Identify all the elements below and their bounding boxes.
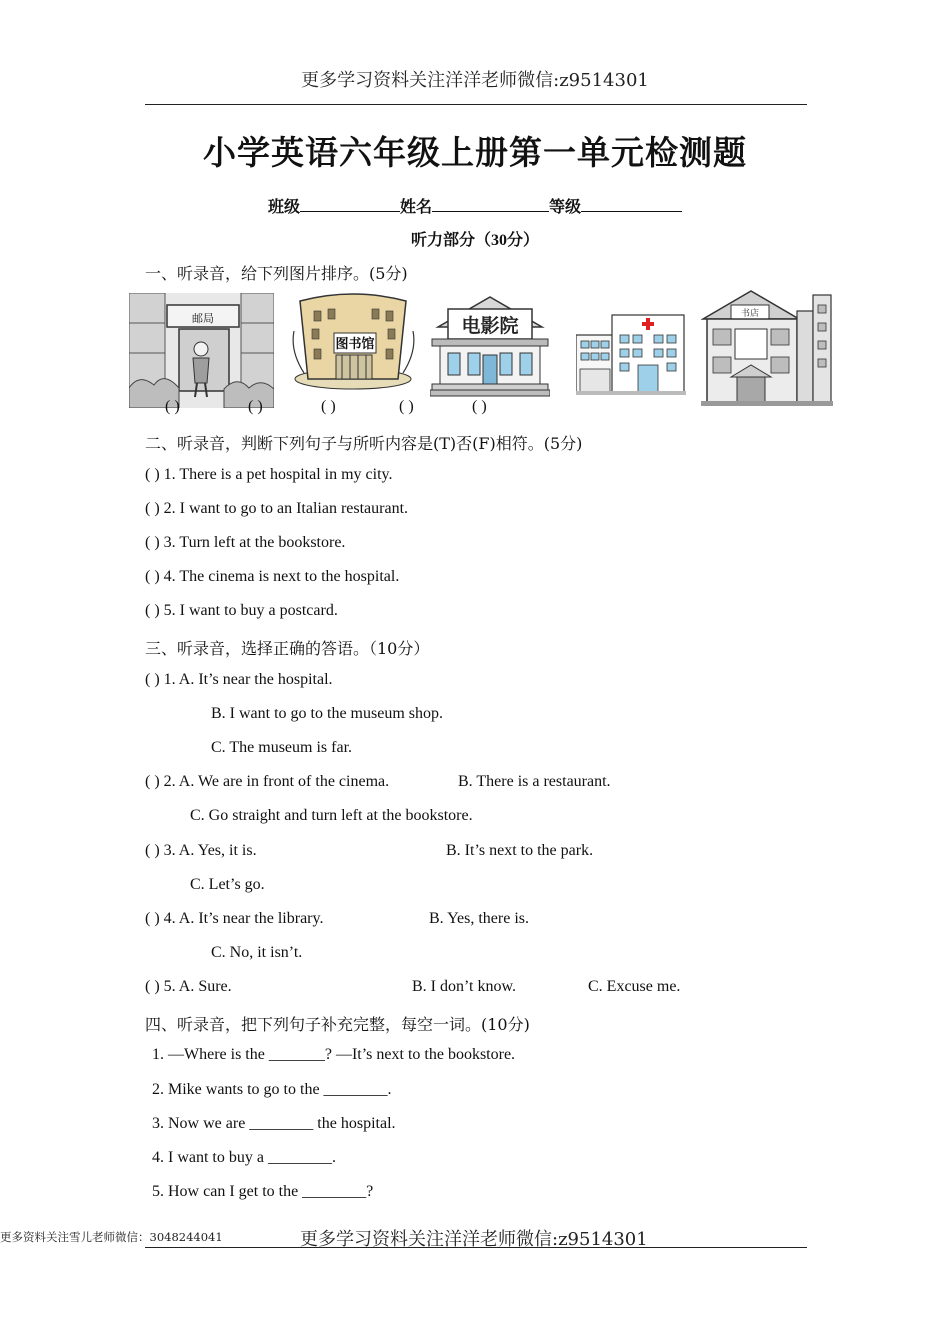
section3-q2-option-a: ( ) 2. A. We are in front of the cinema. <box>145 773 390 790</box>
grade-blank[interactable] <box>581 197 682 212</box>
grade-label: 等级 <box>549 199 582 216</box>
section2-heading: 二、听录音，判断下列句子与所听内容是(T)否(F)相符。(5分) <box>145 434 583 453</box>
class-label: 班级 <box>267 199 300 216</box>
post-office-picture <box>129 293 274 408</box>
page-title: 小学英语六年级上册第一单元检测题 <box>203 133 747 172</box>
section2-item-2: ( ) 2. I want to go to an Italian restaurant. <box>145 500 409 517</box>
section3-q1-option-c: C. The museum is far. <box>211 739 353 756</box>
section3-q1-option-a: ( ) 1. A. It’s near the hospital. <box>145 671 333 688</box>
picture1-answer-slot[interactable]: ( ) <box>165 398 180 415</box>
section4-item-5: 5. How can I get to the ________? <box>152 1183 374 1200</box>
hospital-picture <box>576 313 686 395</box>
name-blank[interactable] <box>432 197 549 212</box>
section3-q3-option-b: B. It’s next to the park. <box>446 842 594 859</box>
cinema-picture <box>430 295 550 401</box>
section4-heading: 四、听录音，把下列句子补充完整，每空一词。(10分) <box>145 1015 530 1034</box>
section2-item-5: ( ) 5. I want to buy a postcard. <box>145 602 338 619</box>
section2-item-4: ( ) 4. The cinema is next to the hospital. <box>145 568 400 585</box>
section3-q4-option-b: B. Yes, there is. <box>429 910 530 927</box>
footer-rule <box>145 1247 807 1248</box>
header-rule <box>145 104 807 105</box>
name-label: 姓名 <box>399 199 432 216</box>
class-blank[interactable] <box>300 197 400 212</box>
section3-q5-option-c: C. Excuse me. <box>588 978 681 995</box>
post-office-sign: 邮局 <box>192 312 214 325</box>
section3-q4-option-a: ( ) 4. A. It’s near the library. <box>145 910 324 927</box>
section3-q5-option-b: B. I don’t know. <box>412 978 516 995</box>
section4-item-1: 1. —Where is the _______? —It’s next to the bookstore. <box>152 1046 516 1063</box>
section3-heading: 三、听录音，选择正确的答语。（10分） <box>145 639 430 658</box>
section1-heading: 一、听录音，给下列图片排序。(5分) <box>145 264 408 283</box>
picture2-answer-slot[interactable]: ( ) <box>248 398 263 415</box>
page-header-text: 更多学习资料关注洋洋老师微信:z9514301 <box>301 70 649 91</box>
bookstore-sign: 书店 <box>740 309 760 319</box>
library-picture <box>290 291 417 391</box>
picture4-answer-slot[interactable]: ( ) <box>399 398 414 415</box>
section3-q5-option-a: ( ) 5. A. Sure. <box>145 978 232 995</box>
section3-q2-option-b: B. There is a restaurant. <box>458 773 611 790</box>
library-sign: 图书馆 <box>335 337 375 352</box>
listening-part-subtitle: 听力部分（30分） <box>410 232 539 249</box>
section4-item-2: 2. Mike wants to go to the ________. <box>152 1081 392 1098</box>
section3-q2-option-c: C. Go straight and turn left at the bookstore. <box>190 807 473 824</box>
section4-item-3: 3. Now we are ________ the hospital. <box>152 1115 396 1132</box>
section3-q3-option-a: ( ) 3. A. Yes, it is. <box>145 842 257 859</box>
section3-q3-option-c: C. Let’s go. <box>190 876 265 893</box>
section3-q1-option-b: B. I want to go to the museum shop. <box>211 705 443 722</box>
bookstore-picture <box>701 289 833 407</box>
cinema-sign: 电影院 <box>461 315 519 337</box>
picture3-answer-slot[interactable]: ( ) <box>321 398 336 415</box>
section4-item-4: 4. I want to buy a ________. <box>152 1149 336 1166</box>
footer-center-note: 更多学习资料关注洋洋老师微信:z9514301 <box>300 1229 648 1250</box>
section3-q4-option-c: C. No, it isn’t. <box>211 944 303 961</box>
student-info-row <box>0 194 950 217</box>
picture5-answer-slot[interactable]: ( ) <box>472 398 487 415</box>
footer-left-note: 更多资料关注雪儿老师微信：3048244041 <box>0 1230 223 1244</box>
section2-item-3: ( ) 3. Turn left at the bookstore. <box>145 534 346 551</box>
section2-item-1: ( ) 1. There is a pet hospital in my city. <box>145 466 393 483</box>
